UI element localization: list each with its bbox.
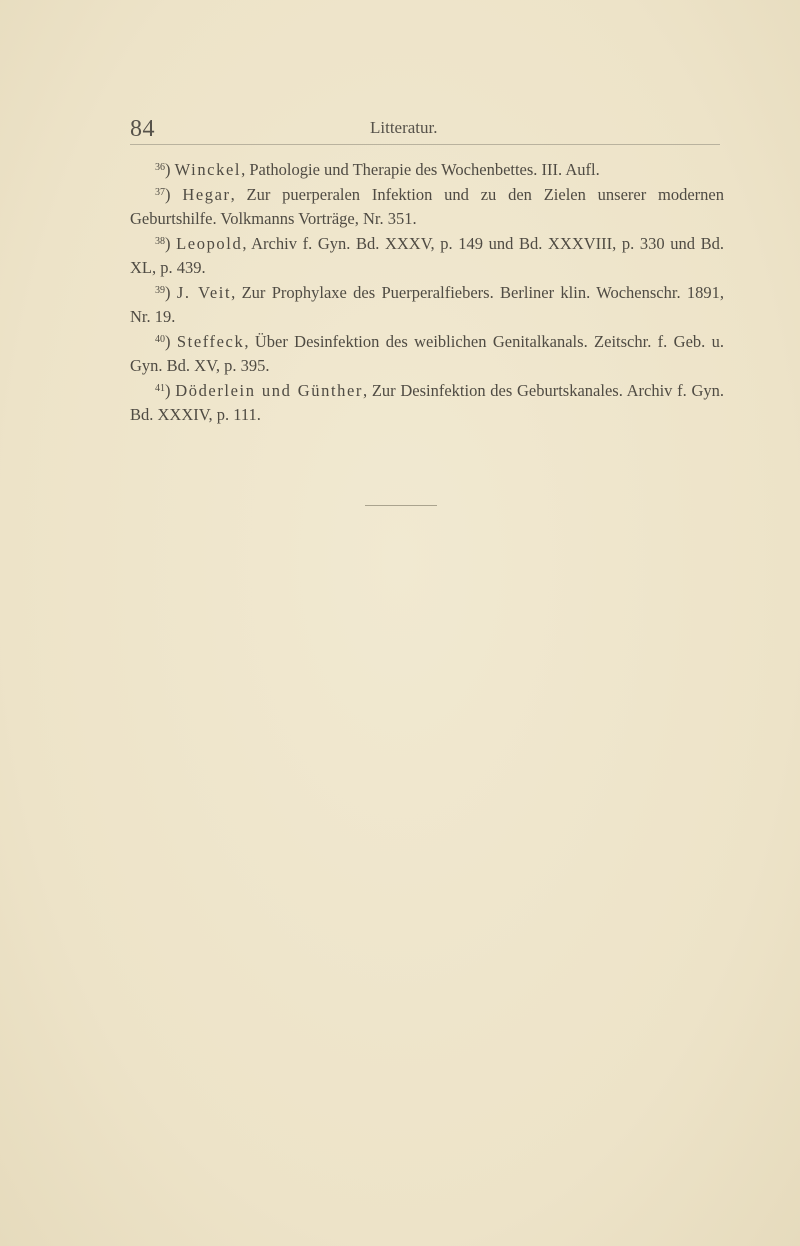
reference-author: J. Veit <box>176 282 232 302</box>
reference-number: 36 <box>155 162 165 173</box>
reference-text: , Zur Prophylaxe des Puerperalfiebers. Berliner klin. Wochenschr. 1891, Nr. 19. <box>130 282 724 326</box>
reference-text: , Zur Desinfektion des Geburtskanales. Archiv f. Gyn. Bd. XXXIV, p. 111. <box>130 380 724 424</box>
reference-author: Döderlein und Günther <box>175 380 363 400</box>
reference-number: 38 <box>155 235 165 247</box>
running-title: Litteratur. <box>370 118 438 137</box>
reference-text: , Zur puerperalen Infektion und zu den Zielen unserer modernen Geburtshilfe. Volkmanns Vorträge, Nr. 351. <box>130 184 725 228</box>
reference-item: $^{39}$) J. Veit, Zur Prophylaxe des Puerperalfiebers. Berliner klin. Wochenschr. 1891, Nr. 19. <box>130 282 724 326</box>
reference-item: $^{38}$) Leopold, Archiv f. Gyn. Bd. XXXV, p. 149 und Bd. XXXVIII, p. 330 und Bd. XL, p. 439. <box>130 233 724 277</box>
reference-author: Winckel <box>174 160 242 179</box>
reference-number: 37 <box>155 186 165 198</box>
reference-number: 40 <box>155 333 165 345</box>
reference-item: $^{37}$) Hegar, Zur puerperalen Infektion und zu den Zielen unserer modernen Geburtshilfe. Volkmanns Vorträge, Nr. 351. <box>130 184 725 228</box>
section-end-rule <box>365 505 437 506</box>
reference-author: Hegar <box>182 184 231 204</box>
reference-author: Steffeck <box>176 331 245 351</box>
reference-number: 39 <box>155 284 165 296</box>
reference-item: $^{36}$) Winckel, Pathologie und Therapie des Wochenbettes. III. Aufl. <box>155 160 600 179</box>
reference-text: , Archiv f. Gyn. Bd. XXXV, p. 149 und Bd. XXXVIII, p. 330 und Bd. XL, p. 439. <box>130 233 724 277</box>
reference-text: , Über Desinfektion des weiblichen Genitalkanals. Zeitschr. f. Geb. u. Gyn. Bd. XV, p. 395. <box>130 331 724 375</box>
reference-item: $^{41}$) Döderlein und Günther, Zur Desinfektion des Geburtskanales. Archiv f. Gyn. Bd. XXXIV, p. 111. <box>130 380 724 424</box>
reference-item: $^{40}$) Steffeck, Über Desinfektion des weiblichen Genitalkanals. Zeitschr. f. Geb. u. Gyn. Bd. XV, p. 395. <box>130 331 724 375</box>
page-header <box>130 110 720 140</box>
reference-author: Leopold <box>176 233 243 253</box>
reference-text: , Pathologie und Therapie des Wochenbettes. III. Aufl. <box>241 160 600 179</box>
header-rule <box>130 144 720 145</box>
reference-number: 41 <box>155 382 165 394</box>
reference-list <box>130 158 724 428</box>
page-number: 84 <box>130 116 155 142</box>
